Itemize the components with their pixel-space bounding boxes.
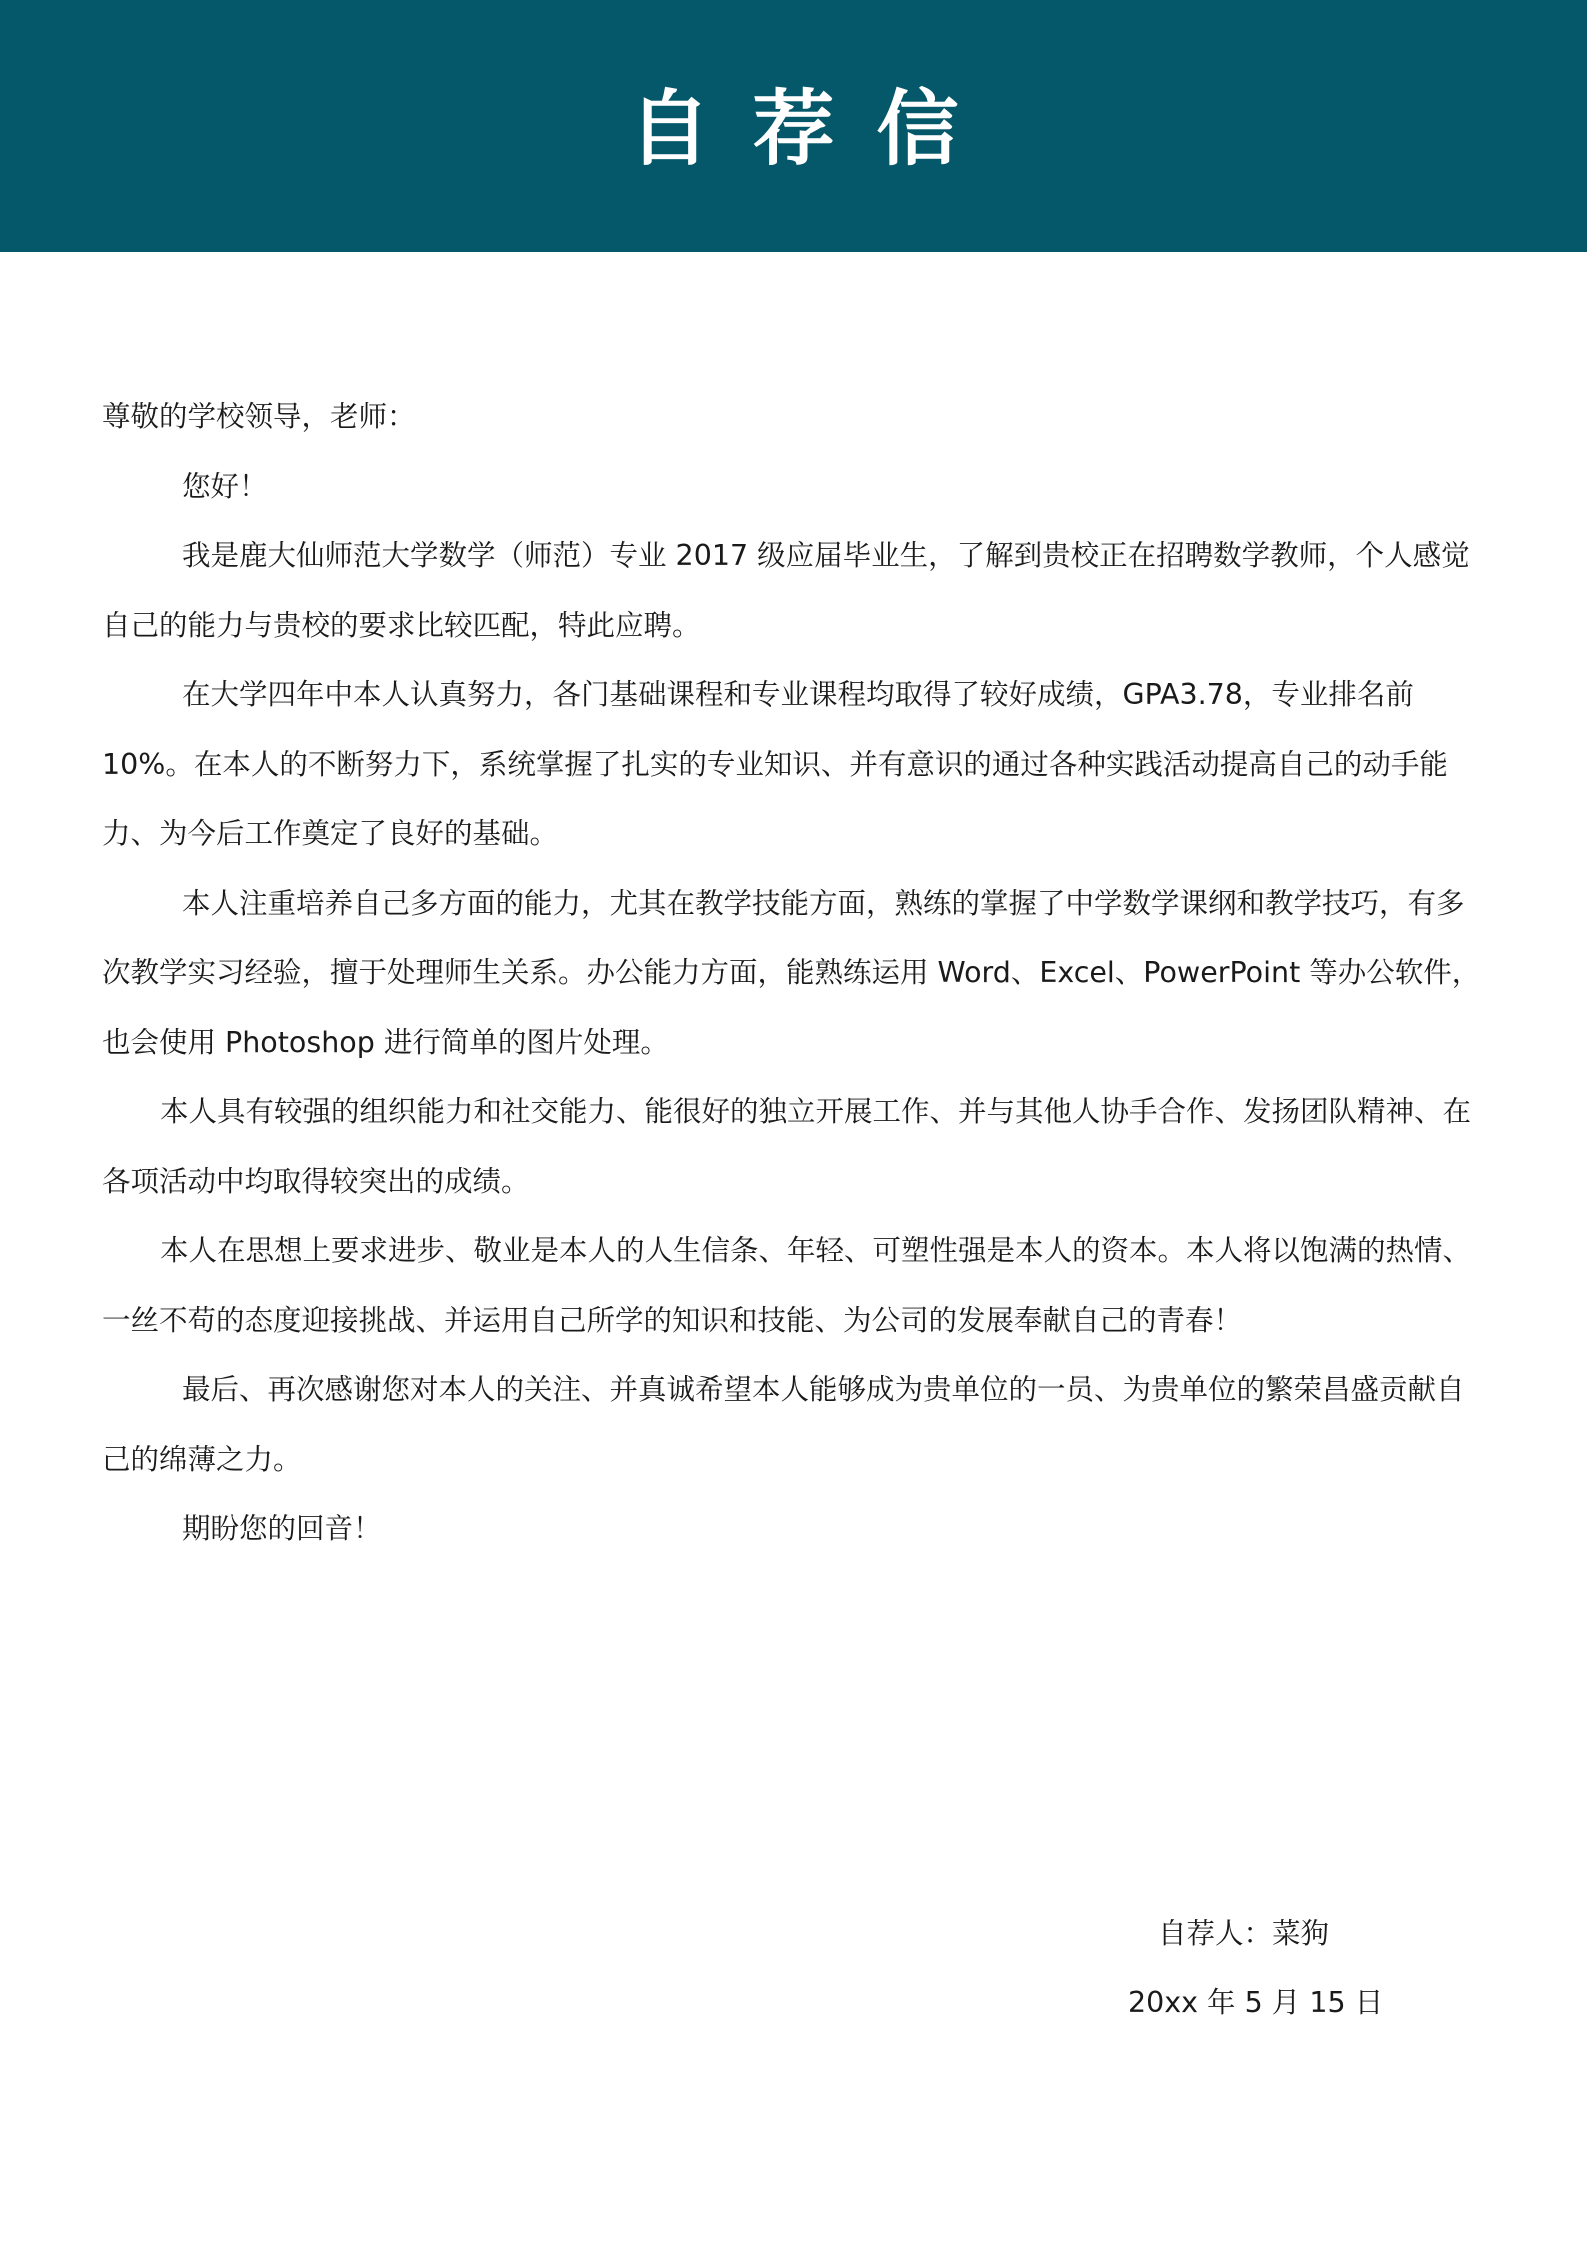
paragraph-intro: 我是鹿大仙师范大学数学（师范）专业 2017 级应届毕业生，了解到贵校正在招聘数学教师，个人感觉自己的能力与贵校的要求比较匹配，特此应聘。 (102, 539, 1470, 642)
signature-block (1080, 1899, 1440, 2037)
salutation: 尊敬的学校领导，老师： (102, 400, 416, 433)
paragraph-academics: 在大学四年中本人认真努力，各门基础课程和专业课程均取得了较好成绩，GPA3.78，专业排名前 10%。在本人的不断努力下，系统掌握了扎实的专业知识、并有意识的通过各种实践活动提高自己的动手能力、为今后工作奠定了良好的基础。 (102, 678, 1448, 850)
paragraph-thanks: 最后、再次感谢您对本人的关注、并真诚希望本人能够成为贵单位的一员、为贵单位的繁荣昌盛贡献自己的绵薄之力。 (102, 1373, 1465, 1476)
signature-date: 20xx 年 5 月 15 日 (1128, 1986, 1384, 2019)
paragraph-attitude: 本人在思想上要求进步、敬业是本人的人生信条、年轻、可塑性强是本人的资本。本人将以饱满的热情、一丝不苟的态度迎接挑战、并运用自己所学的知识和技能、为公司的发展奉献自己的青春！ (102, 1234, 1472, 1337)
letter-body (102, 382, 1486, 1564)
paragraph-teamwork: 本人具有较强的组织能力和社交能力、能很好的独立开展工作、并与其他人协手合作、发扬团队精神、在各项活动中均取得较突出的成绩。 (102, 1095, 1472, 1198)
page-title: 自荐信 (628, 82, 1001, 177)
paragraph-skills: 本人注重培养自己多方面的能力，尤其在教学技能方面，熟练的掌握了中学数学课纲和教学技巧，有多次教学实习经验，擅于处理师生关系。办公能力方面，能熟练运用 Word、Excel、PowerPoint 等办公软件，也会使用 Photoshop 进行简单的图片处理。 (102, 886, 1481, 1059)
greeting: 您好！ (182, 469, 268, 503)
closing-line: 期盼您的回音！ (182, 1512, 382, 1545)
signature-name: 自荐人：菜狗 (1158, 1917, 1330, 1950)
